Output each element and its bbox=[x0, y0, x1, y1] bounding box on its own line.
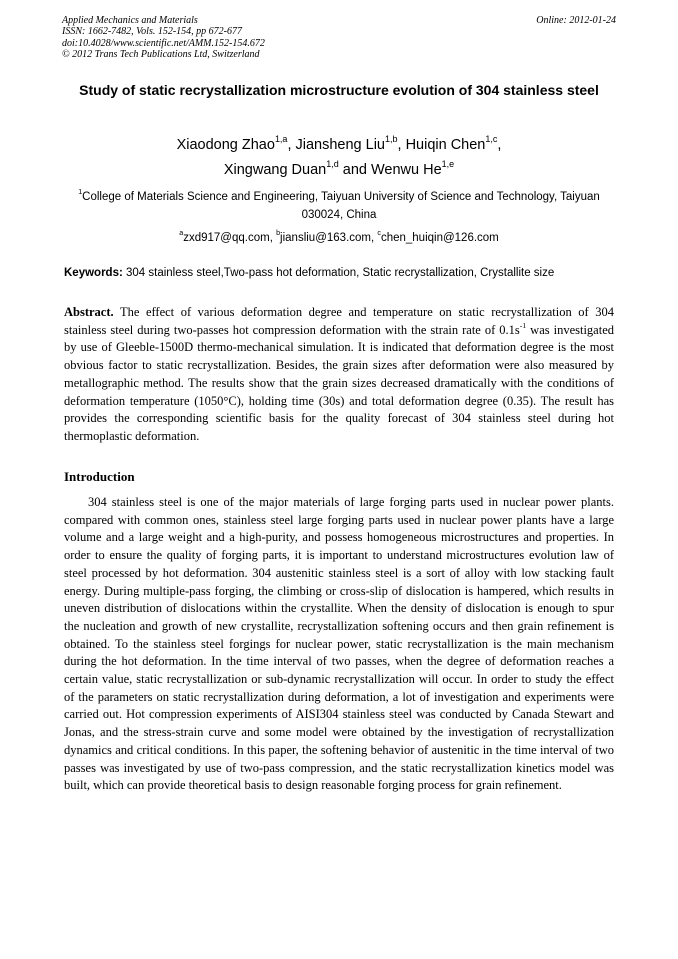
author-affiliation-mark: 1,e bbox=[441, 159, 455, 170]
email-list bbox=[60, 230, 618, 246]
email-mark: b bbox=[276, 229, 281, 238]
issn-line: ISSN: 1662-7482, Vols. 152-154, pp 672-677 bbox=[62, 26, 242, 38]
author-separator: , bbox=[287, 137, 296, 153]
abstract-text-continued: was investigated by use of Gleeble-1500D thermo-mechanical simulation. It is indicated that deformation degree is the most obvious factor to static recrystallization. Besides, the grain sizes after deformation were also measured by metallographic method. The results show that the grain sizes decreased dramatically with the conditions of deformation temperature (1050°C), holding time (30s) and total deformation degree (0.35). The result has provides the corresponding scientific basis for the quality forecast of 304 stainless steel during hot thermoplastic deformation. bbox=[64, 322, 614, 443]
author-affiliation-mark: 1,d bbox=[326, 159, 339, 170]
author-name: Wenwu He bbox=[370, 162, 442, 178]
email-separator: , bbox=[371, 232, 378, 244]
affiliation bbox=[60, 188, 618, 224]
keywords-line bbox=[64, 265, 616, 281]
email-address: chen_huiqin@126.com bbox=[380, 232, 499, 244]
email-separator: , bbox=[269, 232, 277, 244]
author-list bbox=[60, 133, 618, 183]
author-separator: , bbox=[397, 137, 406, 153]
journal-header bbox=[62, 15, 616, 60]
introduction-paragraph: 304 stainless steel is one of the major materials of large forging parts used in nuclear power plants. compared with common ones, stainless steel large forging parts used in nuclear power plants have a large volume and a large weight and a high-purity, and possess homogeneous microstructures and properties. In order to ensure the quality of forging parts, it is important to understand microstructures evolution law of steel processed by hot deformation. 304 austenitic stainless steel is a sort of alloy with low stacking fault energy. During multiple-pass forging, the climbing or cross-slip of dislocation is hampered, which results in uneven distribution of dislocations within the crystallite. When the density of dislocation is enough to spur the nucleation and growth of new crystallite, recrystallization softening occurs and then grain refinement is obtained. To the stainless steel forgings for nuclear power, static recrystallization is the main mechanism during the hot deformation. In the time interval of two passes, when the degree of deformation reaches a certain value, static recrystallization or sub-dynamic recrystallization will occur. In order to study the effect of the parameters on static recrystallization during deformation, a lot of investigation and experiments were carried out. Hot compression experiments of AISI304 stainless steel was conducted by Canada Stewart and Jonas, and the stress-strain curve and some model were obtained by the investigation of recrystallization dynamics and critical conditions. In this paper, the softening behavior of austenitic in the time interval of two passes was investigated by use of two-pass compression, and the static recrystallization kinetics model was built, which can provide theoretical basis to design reasonable forging process for grain refinement. bbox=[64, 495, 614, 793]
author-name: Huiqin Chen bbox=[405, 137, 486, 153]
author-affiliation-mark: 1,a bbox=[274, 134, 288, 145]
author-name: Xingwang Duan bbox=[223, 162, 327, 178]
abstract-text: The effect of various deformation degree and temperature on static recrystallization of 304 stainless steel during two-passes hot compression deformation with the strain rate of 0.1s bbox=[64, 305, 614, 337]
author-affiliation-mark: 1,c bbox=[485, 134, 498, 145]
abstract-label: Abstract. bbox=[64, 305, 114, 319]
author-name: Xiaodong Zhao bbox=[176, 137, 275, 153]
paper-title: Study of static recrystallization microstructure evolution of 304 stainless steel bbox=[79, 82, 599, 98]
abstract-paragraph bbox=[64, 304, 614, 446]
doi-line: doi:10.4028/www.scientific.net/AMM.152-154.672 bbox=[62, 37, 265, 49]
email-mark: c bbox=[377, 229, 381, 238]
author-affiliation-mark: 1,b bbox=[385, 134, 398, 145]
abstract-superscript: -1 bbox=[519, 320, 527, 330]
email-mark: a bbox=[179, 229, 184, 238]
copyright-line: © 2012 Trans Tech Publications Ltd, Switzerland bbox=[62, 48, 260, 60]
author-name: Jiansheng Liu bbox=[295, 137, 385, 153]
affiliation-text: College of Materials Science and Engineering, Taiyuan University of Science and Technology, Taiyuan 030024, China bbox=[82, 191, 600, 221]
keywords-text: 304 stainless steel,Two-pass hot deformation, Static recrystallization, Crystallite size bbox=[126, 267, 555, 279]
author-separator: and bbox=[338, 162, 371, 178]
online-date: Online: 2012-01-24 bbox=[536, 15, 616, 26]
affiliation-mark: 1 bbox=[78, 188, 83, 197]
email-address: jiansliu@163.com bbox=[280, 232, 371, 244]
journal-name: Applied Mechanics and Materials bbox=[62, 15, 198, 26]
keywords-label: Keywords: bbox=[64, 267, 123, 279]
introduction-heading: Introduction bbox=[64, 469, 135, 484]
author-separator: , bbox=[497, 137, 502, 153]
email-address: zxd917@qq.com bbox=[183, 232, 270, 244]
